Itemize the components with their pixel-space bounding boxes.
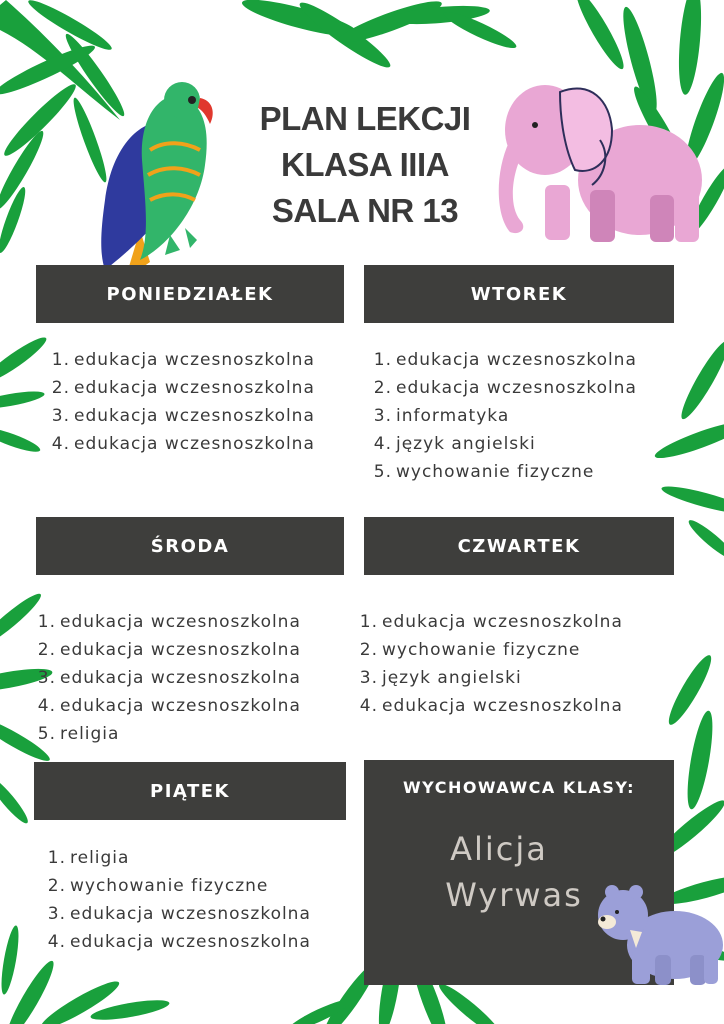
lesson-item: 4. edukacja wczesnoszkolna	[359, 696, 623, 716]
lesson-item: 1. religia	[47, 848, 130, 868]
lesson-item: 2. wychowanie fizyczne	[47, 876, 269, 896]
lesson-item: 3. język angielski	[359, 668, 522, 688]
lesson-item: 1. edukacja wczesnoszkolna	[373, 350, 637, 370]
lesson-item: 3. edukacja wczesnoszkolna	[51, 406, 315, 426]
teacher-last-name: Wyrwas	[445, 876, 583, 914]
lesson-item: 2. edukacja wczesnoszkolna	[373, 378, 637, 398]
teacher-label: WYCHOWAWCA KLASY:	[403, 778, 635, 797]
day-header-tuesday: WTOREK	[364, 265, 674, 323]
lesson-item: 4. edukacja wczesnoszkolna	[47, 932, 311, 952]
lesson-item: 2. wychowanie fizyczne	[359, 640, 581, 660]
title-line-room: SALA NR 13	[271, 192, 459, 229]
lesson-item: 4. edukacja wczesnoszkolna	[51, 434, 315, 454]
day-header-monday: PONIEDZIAŁEK	[36, 265, 344, 323]
teacher-first-name: Alicja	[450, 830, 548, 868]
lesson-item: 3. edukacja wczesnoszkolna	[47, 904, 311, 924]
lesson-item: 1. edukacja wczesnoszkolna	[359, 612, 623, 632]
title-line-class: KLASA IIIA	[281, 146, 449, 183]
lesson-item: 4. język angielski	[373, 434, 536, 454]
lesson-item: 2. edukacja wczesnoszkolna	[37, 640, 301, 660]
lesson-item: 3. edukacja wczesnoszkolna	[37, 668, 301, 688]
title-line-plan: PLAN LEKCJI	[259, 100, 471, 137]
lesson-item: 5. wychowanie fizyczne	[373, 462, 595, 482]
lesson-item: 5. religia	[37, 724, 120, 744]
lesson-item: 1. edukacja wczesnoszkolna	[37, 612, 301, 632]
lesson-item: 1. edukacja wczesnoszkolna	[51, 350, 315, 370]
day-header-thursday: CZWARTEK	[364, 517, 674, 575]
lesson-item: 3. informatyka	[373, 406, 510, 426]
lesson-item: 4. edukacja wczesnoszkolna	[37, 696, 301, 716]
day-header-friday: PIĄTEK	[34, 762, 346, 820]
lesson-item: 2. edukacja wczesnoszkolna	[51, 378, 315, 398]
day-header-wednesday: ŚRODA	[36, 517, 344, 575]
